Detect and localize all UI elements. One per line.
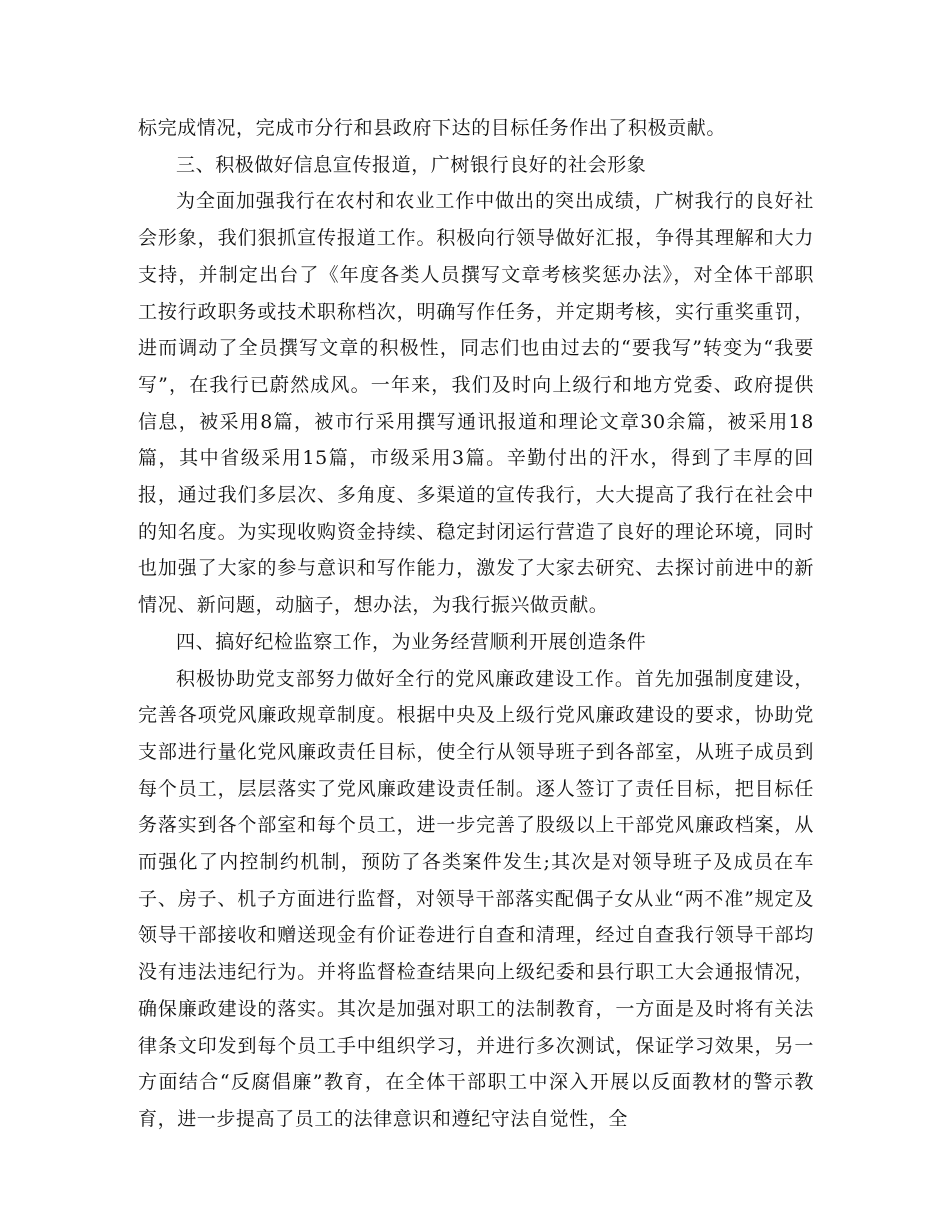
document-body (138, 110, 814, 1138)
paragraph-3: 积极协助党支部努力做好全行的党风廉政建设工作。首先加强制度建设，完善各项党风廉政规章制度。根据中央及上级行党风廉政建设的要求，协助党支部进行量化党风廉政责任目标，使全行从领导班子到各部室，从班子成员到每个员工，层层落实了党风廉政建设责任制。逐人签订了责任目标，把目标任务落实到各个部室和每个员工，进一步完善了股级以上干部党风廉政档案，从而强化了内控制约机制，预防了各类案件发生;其次是对领导班子及成员在车子、房子、机子方面进行监督，对领导干部落实配偶子女从业“两不准”规定及领导干部接收和赠送现金有价证卷进行自查和清理，经过自查我行领导干部均没有违法违纪行为。并将监督检查结果向上级纪委和县行职工大会通报情况，确保廉政建设的落实。其次是加强对职工的法制教育，一方面是及时将有关法律条文印发到每个员工手中组织学习，并进行多次测试，保证学习效果，另一方面结合“反腐倡廉”教育，在全体干部职工中深入开展以反面教材的警示教育，进一步提高了员工的法律意识和遵纪守法自觉性，全 (138, 667, 814, 1130)
paragraph-1: 标完成情况，完成市分行和县政府下达的目标任务作出了积极贡献。 (138, 117, 727, 139)
section-heading-3: 三、积极做好信息宣传报道，广树银行良好的社会形象 (176, 153, 647, 176)
paragraph-2: 为全面加强我行在农村和农业工作中做出的突出成绩，广树我行的良好社会形象，我们狠抓宣传报道工作。积极向行领导做好汇报，争得其理解和大力支持，并制定出台了《年度各类人员撰写文章考核奖惩办法》，对全体干部职工按行政职务或技术职称档次，明确写作任务，并定期考核，实行重奖重罚，进而调动了全员撰写文章的积极性，同志们也由过去的“要我写”转变为“我要写”，在我行已蔚然成风。一年来，我们及时向上级行和地方党委、政府提供信息，被采用8篇，被市行采用撰写通讯报道和理论文章30余篇，被采用18篇，其中省级采用15篇，市级采用3篇。辛勤付出的汗水，得到了丰厚的回报，通过我们多层次、多角度、多渠道的宣传我行，大大提高了我行在社会中的知名度。为实现收购资金持续、稳定封闭运行营造了良好的理论环境，同时也加强了大家的参与意识和写作能力，激发了大家去研究、去探讨前进中的新情况、新问题，动脑子，想办法，为我行振兴做贡献。 (138, 190, 814, 617)
section-heading-4: 四、搞好纪检监察工作，为业务经营顺利开展创造条件 (176, 630, 647, 653)
